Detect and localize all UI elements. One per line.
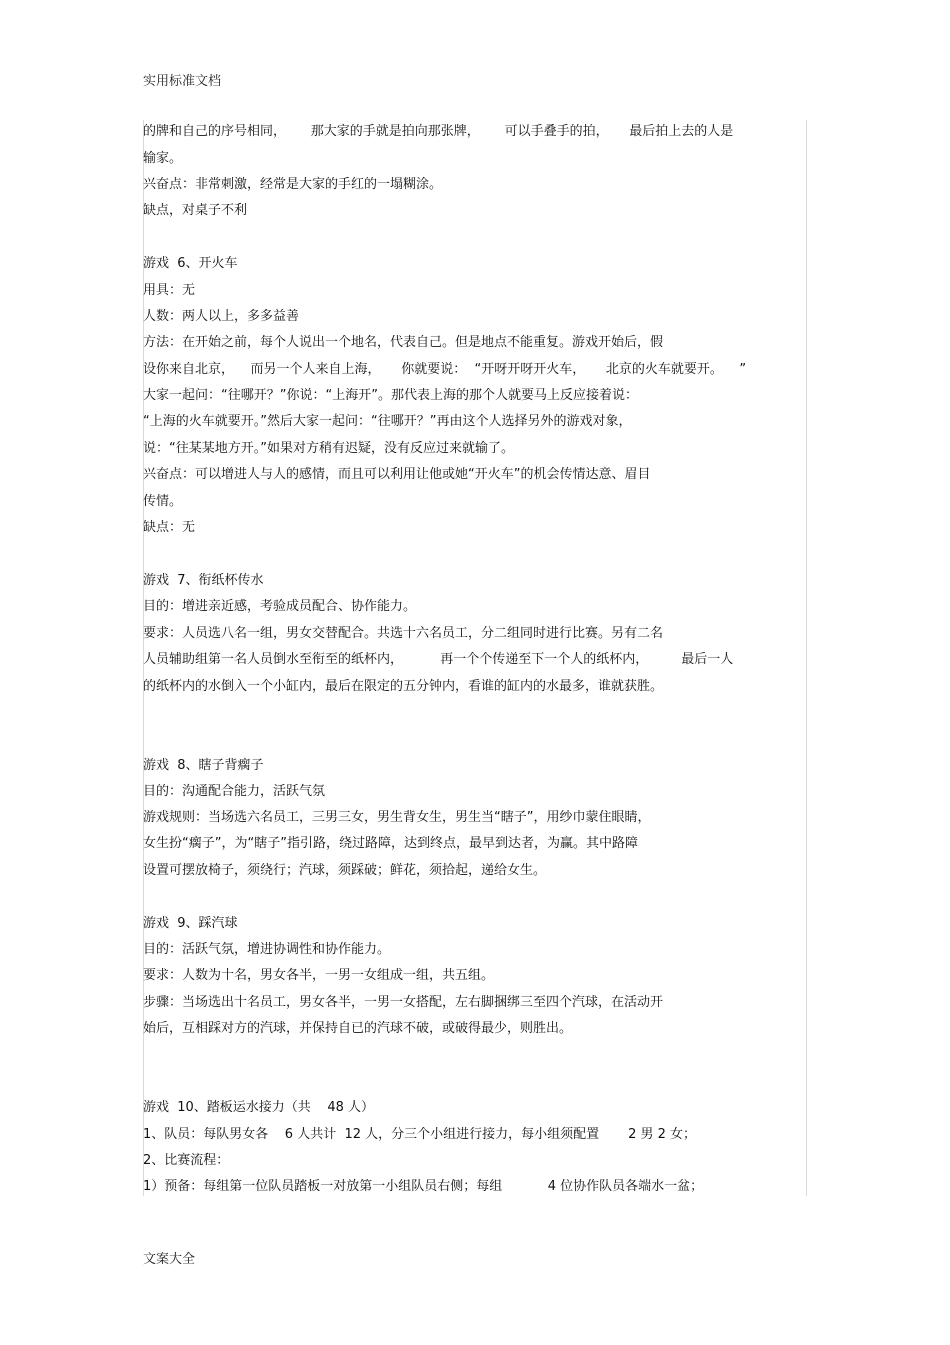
- page-header: 实用标准文档: [143, 74, 222, 89]
- text-line: 人数：两人以上，多多益善: [143, 309, 300, 324]
- text-line: 方法：在开始之前，每个人说出一个地名，代表自己。但是地点不能重复。游戏开始后，假: [143, 335, 664, 350]
- text-line: 目的：沟通配合能力，活跃气氛: [143, 784, 326, 799]
- text-line: 2、比赛流程：: [143, 1153, 230, 1168]
- text-line: 用具：无: [143, 283, 196, 298]
- text-line: 传情。: [143, 494, 183, 509]
- text-line: 1、队员：每队男女各 6 人共计 12 人，分三个小组进行接力，每小组须配置 2 男 2 女；: [143, 1127, 697, 1142]
- text-line: 兴奋点：可以增进人与人的感情，而且可以利用让他或她“开火车”的机会传情达意、眉目: [143, 467, 651, 482]
- page-footer: 文案大全: [143, 1252, 196, 1267]
- text-line: 要求：人数为十名，男女各半，一男一女组成一组，共五组。: [143, 968, 495, 983]
- text-line: 缺点，对桌子不利: [143, 203, 248, 218]
- text-line: 游戏规则：当场选六名员工，三男三女，男生背女生，男生当“瞎子”，用纱巾蒙住眼睛，: [143, 810, 651, 825]
- text-line: 步骤：当场选出十名员工，男女各半，一男一女搭配，左右脚捆绑三至四个汽球，在活动开: [143, 995, 664, 1010]
- section-title-game-10: 游戏 10、踏板运水接力（共 48 人）: [143, 1100, 375, 1115]
- section-title-game-7: 游戏 7、衔纸杯传水: [143, 573, 264, 588]
- text-line: 要求：人员选八名一组，男女交替配合。共选十六名员工，分二组同时进行比赛。另有二名: [143, 626, 664, 641]
- text-line: 说：“往某某地方开。”如果对方稍有迟疑，没有反应过来就输了。: [143, 441, 514, 456]
- section-title-game-8: 游戏 8、瞎子背瘸子: [143, 758, 264, 773]
- text-line: 的牌和自己的序号相同， 那大家的手就是拍向那张牌， 可以手叠手的拍， 最后拍上去的人是: [143, 124, 734, 139]
- text-line: 目的：增进亲近感，考验成员配合、协作能力。: [143, 599, 417, 614]
- text-line: 输家。: [143, 151, 183, 166]
- text-line: “上海的火车就要开。”然后大家一起问：“往哪开？”再由这个人选择另外的游戏对象，: [143, 414, 632, 429]
- text-line: 设置可摆放椅子，须绕行；汽球，须踩破；鲜花，须拾起，递给女生。: [143, 863, 547, 878]
- text-line: 大家一起问：“往哪开？”你说：“上海开”。那代表上海的那个人就要马上反应接着说：: [143, 388, 638, 403]
- text-line: 女生扮“瘸子”，为“瞎子”指引路，绕过路障，达到终点，最早到达者，为赢。其中路障: [143, 836, 638, 851]
- right-margin-line: [806, 120, 807, 1196]
- text-line: 缺点：无: [143, 520, 196, 535]
- section-title-game-6: 游戏 6、开火车: [143, 256, 238, 271]
- text-line: 目的：活跃气氛，增进协调性和协作能力。: [143, 942, 391, 957]
- text-line: 1）预备：每组第一位队员踏板一对放第一小组队员右侧；每组 4 位协作队员各端水一盆；: [143, 1179, 704, 1194]
- text-line: 设你来自北京， 而另一个人来自上海， 你就要说： “开呀开呀开火车， 北京的火车就要开。 ”: [143, 362, 747, 377]
- text-line: 兴奋点：非常刺激，经常是大家的手红的一塌糊涂。: [143, 177, 443, 192]
- text-line: 的纸杯内的水倒入一个小缸内，最后在限定的五分钟内，看谁的缸内的水最多，谁就获胜。: [143, 679, 664, 694]
- section-title-game-9: 游戏 9、踩汽球: [143, 916, 238, 931]
- text-line: 始后，互相踩对方的汽球，并保持自已的汽球不破，或破得最少，则胜出。: [143, 1021, 573, 1036]
- text-line: 人员辅助组第一名人员倒水至衔至的纸杯内， 再一个个传递至下一个人的纸杯内， 最后一人: [143, 652, 734, 667]
